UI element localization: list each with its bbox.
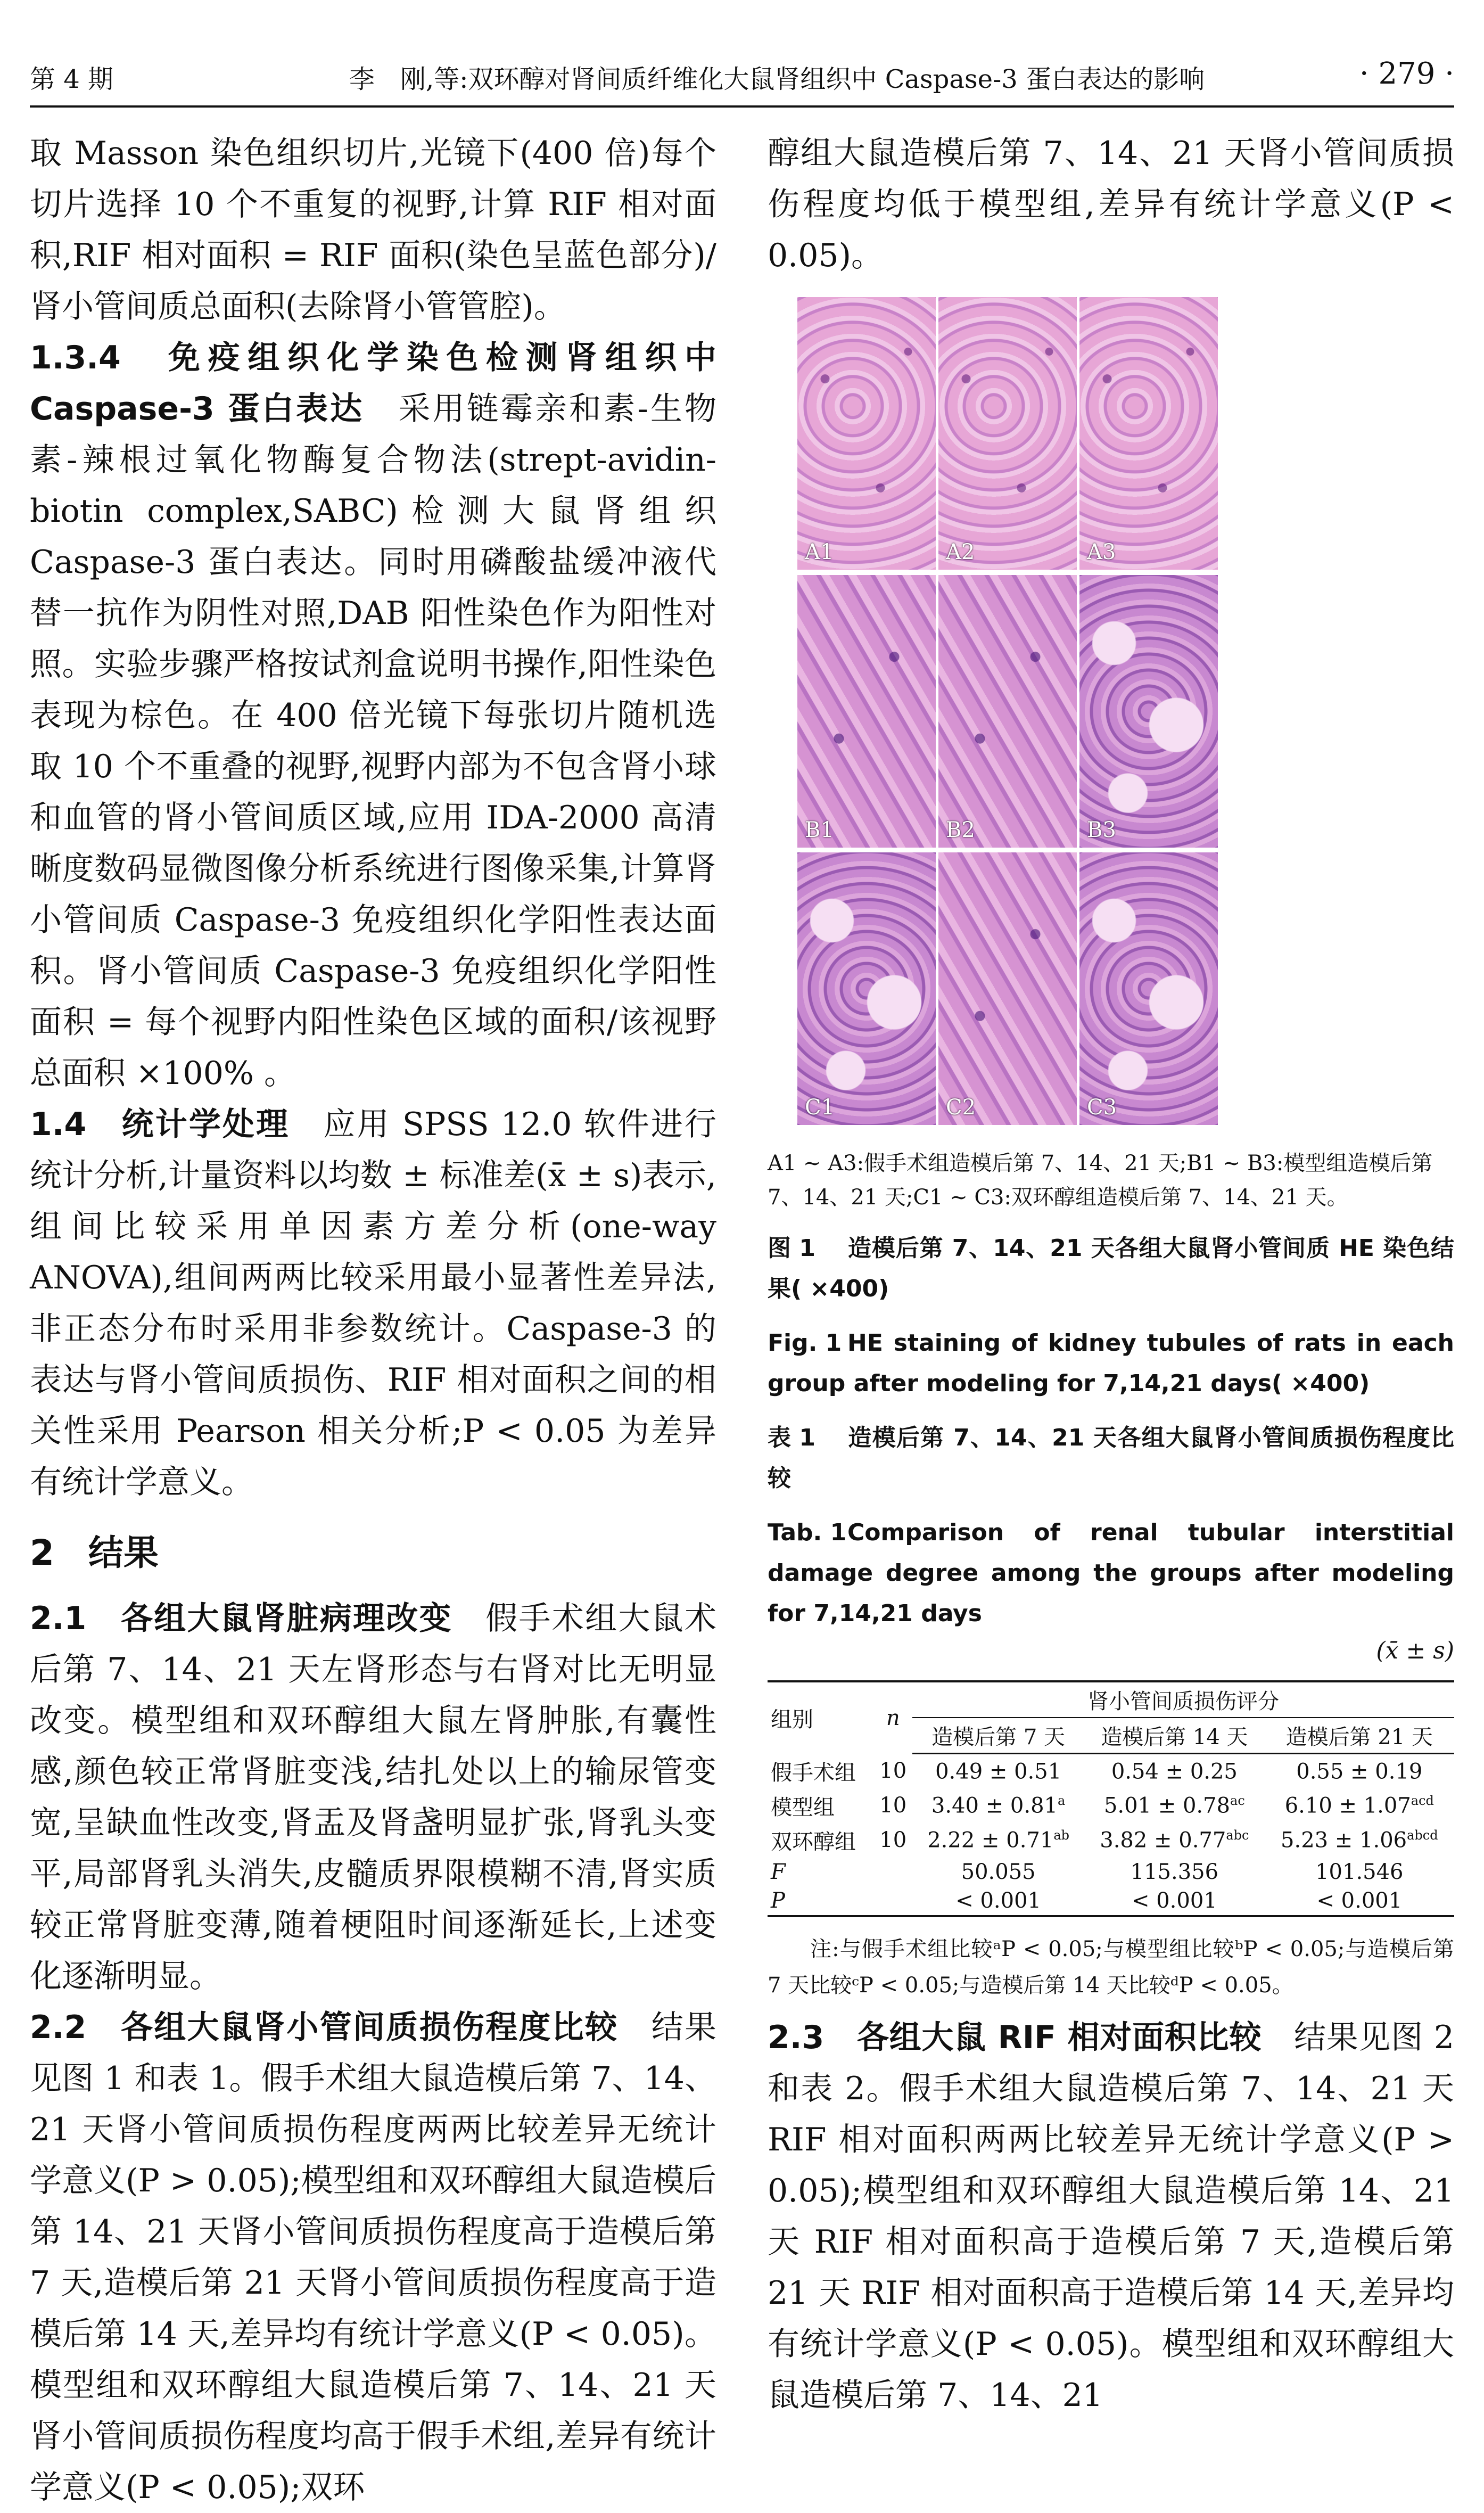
section-1-3-4 (30, 332, 716, 1099)
section-2-title: 结果 (88, 1532, 159, 1573)
figure-1-caption-en (768, 1323, 1454, 1404)
cell-day21 (1265, 1823, 1454, 1858)
cell-sig: abc (1226, 1827, 1249, 1843)
cell-day7 (912, 1788, 1084, 1823)
cell-sig: a (1058, 1793, 1066, 1808)
panel-label: B2 (946, 818, 975, 842)
section-1-4 (30, 1099, 716, 1508)
figure-1-micrographs (797, 297, 1218, 1125)
section-2-3 (768, 2012, 1454, 2421)
figure-1-caption-cn (768, 1228, 1454, 1309)
cell-sig: abcd (1407, 1827, 1438, 1843)
heading-2-1: 2.1 各组大鼠肾脏病理改变 (30, 1600, 452, 1637)
section-2-1 (30, 1593, 716, 2002)
table-1-tag-en: Tab. 1 (768, 1519, 847, 1546)
cell-p-day14: < 0.001 (1084, 1886, 1265, 1916)
table-1-caption-cn (768, 1418, 1454, 1499)
cell-p-day7: < 0.001 (912, 1886, 1084, 1916)
cell-sig: ab (1053, 1827, 1069, 1843)
table-row-p (768, 1886, 1454, 1916)
panel-label: A3 (1087, 540, 1116, 564)
page-number: · 279 · (1359, 56, 1454, 91)
cell-sig: ac (1230, 1793, 1245, 1808)
cell-day7 (912, 1823, 1084, 1858)
paragraph-masson: 取 Masson 染色组织切片,光镜下(400 倍)每个切片选择 10 个不重复的视野,计算 RIF 相对面积,RIF 相对面积 = RIF 面积(染色呈蓝色部分)/肾小管间质总面积(去除肾小管管腔)。 (30, 135, 716, 325)
right-column (768, 128, 1454, 2421)
micrograph-panel (797, 297, 936, 570)
body-2-2: 结果见图 1 和表 1。假手术组大鼠造模后第 7、14、21 天肾小管间质损伤程度两两比较差异无统计学意义(P > 0.05);模型组和双环醇组大鼠造模后第 14、21 天肾小管间质损伤程度高于造模后第 7 天,造模后第 21 天肾小管间质损伤程度高于造模后第 14 天,差异均有统计学意义(P < 0.05)。模型组和双环醇组大鼠造模后第 7、14、21 天肾小管间质损伤程度均高于假手术组,差异有统计学意义(P < 0.05);双环 (30, 2009, 717, 2506)
col-header-score: 肾小管间质损伤评分 (912, 1681, 1454, 1718)
figure-1-text-cn: 造模后第 7、14、21 天各组大鼠肾小管间质 HE 染色结果( ×400) (768, 1235, 1454, 1302)
running-title: 李 刚,等:双环醇对肾间质纤维化大鼠肾组织中 Caspase-3 蛋白表达的影响 (349, 64, 1205, 94)
col-header-group: 组别 (768, 1681, 873, 1754)
micrograph-panel (797, 575, 936, 848)
cell-p-label: P (768, 1886, 873, 1916)
cell-day21 (1265, 1754, 1454, 1788)
table-row (768, 1823, 1454, 1858)
col-header-n: n (873, 1681, 912, 1754)
body-1-3-4: 采用链霉亲和素-生物素-辣根过氧化物酶复合物法(strept-avidin-biotin complex,SABC)检测大鼠肾组织 Caspase-3 蛋白表达。同时用磷酸盐缓冲液代替一抗作为阴性对照,DAB 阳性染色作为阳性对照。实验步骤严格按试剂盒说明书操作,阳性染色表现为棕色。在 400 倍光镜下每张切片随机选取 10 个不重叠的视野,视野内部为不包含肾小球和血管的肾小管间质区域,应用 IDA-2000 高清晰度数码显微图像分析系统进行图像采集,计算肾小管间质 Caspase-3 免疫组织化学阳性表达面积。肾小管间质 Caspase-3 免疫组织化学阳性面积 = 每个视野内阳性染色区域的面积/该视野总面积 ×100% 。 (30, 390, 716, 1092)
cell-group: 假手术组 (771, 1760, 856, 1785)
cell-value: 5.01 ± 0.78 (1103, 1793, 1231, 1818)
table-1-note: 注:与假手术组比较ᵃP < 0.05;与模型组比较ᵇP < 0.05;与造模后第 7 天比较ᶜP < 0.05;与造模后第 14 天比较ᵈP < 0.05。 (768, 1936, 1454, 1998)
micrograph-panel (938, 852, 1077, 1125)
cell-n: 10 (879, 1828, 907, 1852)
panel-label: B1 (805, 818, 834, 842)
heading-2-3: 2.3 各组大鼠 RIF 相对面积比较 (768, 2018, 1262, 2056)
micrograph-panel (1079, 297, 1218, 570)
left-column (30, 128, 716, 2513)
paragraph-continued: 醇组大鼠造模后第 7、14、21 天肾小管间质损伤程度均低于模型组,差异有统计学意义(P < 0.05)。 (768, 135, 1454, 274)
micrograph-panel (938, 575, 1077, 848)
running-header (30, 49, 1454, 108)
figure-1-tag-cn: 图 1 (768, 1235, 815, 1262)
panel-label: C2 (946, 1095, 976, 1120)
table-1-unit: (x̄ ± s) (1376, 1637, 1454, 1664)
micrograph-panel (1079, 852, 1218, 1125)
cell-empty (873, 1886, 912, 1916)
table-1-text-cn: 造模后第 7、14、21 天各组大鼠肾小管间质损伤程度比较 (768, 1424, 1454, 1492)
cell-f-label: F (771, 1859, 786, 1884)
heading-1-4: 1.4 统计学处理 (30, 1106, 290, 1143)
figure-1-note: A1 ~ A3:假手术组造模后第 7、14、21 天;B1 ~ B3:模型组造模后第 7、14、21 天;C1 ~ C3:双环醇组造模后第 7、14、21 天。 (768, 1151, 1433, 1210)
cell-f-day21: 101.546 (1315, 1859, 1404, 1884)
panel-label: A1 (805, 540, 834, 564)
cell-value: 3.82 ± 0.77 (1100, 1828, 1226, 1853)
cell-p-day21: < 0.001 (1265, 1886, 1454, 1916)
section-2-2 (30, 2002, 716, 2513)
heading-1-3-4: 1.3.4 免疫组织化学染色检测肾组织中 Caspase-3 蛋白表达 (30, 339, 716, 428)
cell-value: 3.40 ± 0.81 (931, 1793, 1058, 1818)
panel-label: B3 (1087, 818, 1116, 842)
cell-n: 10 (879, 1759, 907, 1783)
table-1-text-en: Comparison of renal tubular interstitial damage degree among the groups after modeling for 7,14,21 days (768, 1519, 1454, 1627)
micrograph-panel (938, 297, 1077, 570)
cell-group: 双环醇组 (771, 1829, 856, 1854)
body-1-4: 应用 SPSS 12.0 软件进行统计分析,计量资料以均数 ± 标准差(x̄ ± s)表示,组间比较采用单因素方差分析(one-way ANOVA),组间两两比较采用最小显著性差异法,非正态分布时采用非参数统计。Caspase-3 的表达与肾小管间质损伤、RIF 相对面积之间的相关性采用 Pearson 相关分析;P < 0.05 为差异有统计学意义。 (30, 1106, 716, 1501)
heading-2-2: 2.2 各组大鼠肾小管间质损伤程度比较 (30, 2009, 619, 2046)
section-2-number: 2 (30, 1532, 54, 1573)
panel-label: C1 (805, 1095, 835, 1120)
table-1 (768, 1680, 1454, 1917)
col-header-day14: 造模后第 14 天 (1084, 1718, 1265, 1754)
col-header-day21: 造模后第 21 天 (1265, 1718, 1454, 1754)
issue-number: 第 4 期 (30, 64, 114, 94)
table-row-f (768, 1858, 1454, 1886)
cell-day14 (1084, 1788, 1265, 1823)
micrograph-panel (797, 852, 936, 1125)
cell-day14 (1084, 1754, 1265, 1788)
figure-1-tag-en: Fig. 1 (768, 1329, 842, 1357)
table-1-caption-en (768, 1513, 1454, 1634)
cell-value: 6.10 ± 1.07 (1284, 1793, 1411, 1818)
heading-section-2 (30, 1524, 716, 1582)
cell-value: 0.54 ± 0.25 (1111, 1759, 1238, 1784)
cell-sig: acd (1411, 1793, 1434, 1808)
table-1-tag-cn: 表 1 (768, 1424, 815, 1451)
cell-n: 10 (879, 1793, 907, 1818)
col-header-day7: 造模后第 7 天 (912, 1718, 1084, 1754)
cell-f-day14: 115.356 (1130, 1859, 1219, 1884)
cell-group: 模型组 (771, 1795, 835, 1820)
cell-day14 (1084, 1823, 1265, 1858)
panel-label: C3 (1087, 1095, 1117, 1120)
micrograph-panel (1079, 575, 1218, 848)
cell-day21 (1265, 1788, 1454, 1823)
cell-value: 0.55 ± 0.19 (1296, 1759, 1423, 1784)
cell-value: 2.22 ± 0.71 (927, 1828, 1054, 1853)
figure-1-text-en: HE staining of kidney tubules of rats in each group after modeling for 7,14,21 days( ×400) (768, 1329, 1454, 1397)
body-2-1: 假手术组大鼠术后第 7、14、21 天左肾形态与右肾对比无明显改变。模型组和双环醇组大鼠左肾肿胀,有囊性感,颜色较正常肾脏变浅,结扎处以上的输尿管变宽,呈缺血性改变,肾盂及肾盏明显扩张,肾乳头变平,局部肾乳头消失,皮髓质界限模糊不清,肾实质较正常肾脏变薄,随着梗阻时间逐渐延长,上述变化逐渐明显。 (30, 1600, 716, 1995)
cell-day7 (912, 1754, 1084, 1788)
body-2-3: 结果见图 2 和表 2。假手术组大鼠造模后第 7、14、21 天 RIF 相对面积两两比较差异无统计学意义(P > 0.05);模型组和双环醇组大鼠造模后第 14、21 天 RIF 相对面积高于造模后第 7 天,造模后第 21 天 RIF 相对面积高于造模后第 14 天,差异均有统计学意义(P < 0.05)。模型组和双环醇组大鼠造模后第 7、14、21 (768, 2018, 1455, 2414)
cell-value: 5.23 ± 1.06 (1281, 1828, 1407, 1853)
table-row (768, 1788, 1454, 1823)
table-row (768, 1754, 1454, 1788)
cell-empty (873, 1858, 912, 1886)
cell-value: 0.49 ± 0.51 (935, 1759, 1062, 1784)
panel-label: A2 (946, 540, 975, 564)
cell-f-day7: 50.055 (961, 1859, 1036, 1884)
